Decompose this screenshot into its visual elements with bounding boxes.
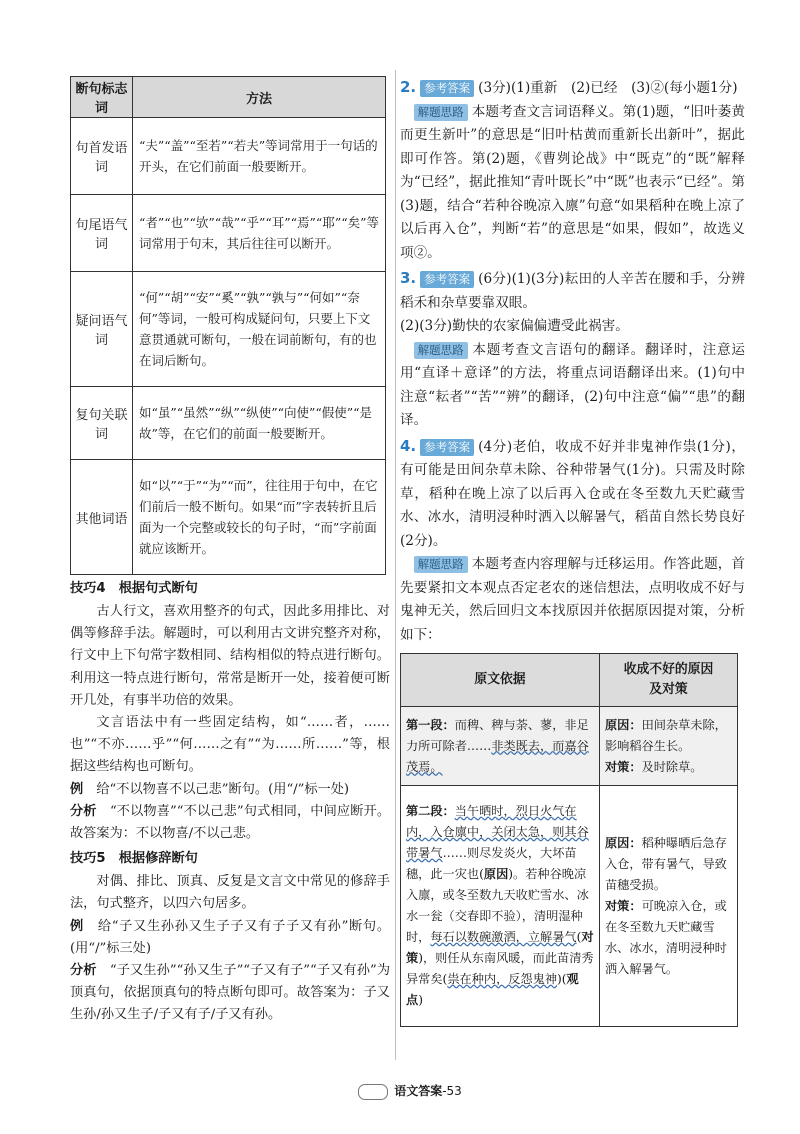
table-row (71, 118, 386, 195)
answer-text: (4分)老伯，收成不好并非鬼神作祟(1分)，有可能是田间杂草未除、谷种带暑气(1分)。只需及时除草，稻种在晚上凉了以后再入仓或在冬至数九天贮藏雪水、冰水，清明浸种时洒入以解暑气，稻苗自然长势良好(2分)。 (400, 438, 745, 549)
table-row (401, 786, 738, 1027)
paragraph-label: 第一段： (406, 717, 455, 732)
table-row (71, 272, 386, 387)
table-cell-name: 其他词语 (71, 460, 133, 575)
analysis-tag: 解题思路 (414, 342, 468, 359)
question-number: 4. (400, 436, 417, 455)
tip5-paragraph-1: 对偶、排比、顶真、反复是文言文中常见的修辞手法，句式整齐，以四六句居多。 (70, 874, 390, 912)
analysis-text: 本题考查文言语句的翻译。翻译时，注意运用“直译＋意译”的方法，将重点词语翻译出来。(1)句中注意“耘者”“苦”“辨”的翻译，(2)句中注意“偏”“患”的翻译。 (400, 341, 745, 428)
example-label: 例 (70, 781, 84, 797)
answer-tag: 参考答案 (420, 271, 474, 288)
question-3-answer-2: (2)(3分)勤快的农家偏偏遭受此祸害。 (400, 318, 629, 334)
source-text: ) (418, 993, 423, 1007)
table-header-text: 收成不好的原因及对策 (623, 662, 714, 697)
answer-text: (3分)(1)重新 (2)已经 (3)②(每小题1分) (478, 80, 738, 96)
question-4-analysis (400, 553, 745, 647)
analysis-1 (70, 801, 390, 845)
tip4-paragraph-1: 古人行文，喜欢用整齐的句式，因此多用排比、对偶等修辞手法。解题时，可以利用古文讲究整齐对称，行文中上下句常字数相同、结构相似的特点进行断句。利用这一特点进行断句，常常是断开一处，接着便可断开几处，有事半功倍的效果。 (70, 604, 390, 708)
table-row (71, 195, 386, 272)
source-text: )。若种谷晚凉入廪，或冬至数九天收贮雪水、冰水一瓮（交春即不验），清明湿种时， (406, 867, 589, 944)
table-header (600, 654, 738, 707)
table-header: 断句标志词 (71, 77, 133, 118)
analysis-label: 分析 (70, 803, 97, 819)
table-cell-desc: 如“虽”“虽然”“纵”“纵使”“向使”“假使”“是故”等，在它们的前面一般要断开。 (132, 387, 385, 460)
table-cell-desc: “何”“胡”“安”“奚”“孰”“孰与”“何如”“奈何”等词，一般可构成疑问句，只要上下文意贯通就可断句，一般在词前断句，有的也在词后断句。 (132, 272, 385, 387)
analysis-tag: 解题思路 (414, 556, 468, 573)
answer-text: (6分)(1)(3分)耘田的人辛苦在腰和手，分辨稻禾和杂草要靠双眼。 (400, 271, 745, 311)
table-cell-name: 疑问语气词 (71, 272, 133, 387)
cause-text: 田间杂草未除，影响稻谷生长。 (605, 717, 727, 753)
marker-words-table (70, 76, 386, 575)
example-2 (70, 916, 390, 960)
tip5-title: 技巧5 根据修辞断句 (70, 851, 198, 867)
table-cell-cause (600, 786, 738, 1027)
tip4-title: 技巧4 根据句式断句 (70, 581, 198, 596)
paragraph-label: 第二段： (406, 804, 455, 818)
example-text: 给“子又生孙孙又生子子又有子子又有孙”断句。(用“/”标三处) (70, 918, 391, 956)
table-cell-name: 句尾语气词 (71, 195, 133, 272)
logo-icon (358, 1084, 388, 1100)
column-divider (395, 70, 396, 1060)
table-cell-cause (600, 707, 738, 786)
analysis-text: “不以物喜”“不以己悲”句式相同，中间应断开。故答案为：不以物喜/不以己悲。 (70, 803, 391, 842)
table-cell-source (401, 786, 600, 1027)
source-bold: 观点 (406, 972, 579, 1007)
left-column (70, 76, 390, 1027)
answer-tag: 参考答案 (420, 80, 474, 97)
cause-label: 原因： (605, 717, 642, 732)
source-underlined: 非类既去，而嘉谷茂焉。 (406, 738, 589, 774)
analysis-text: 本题考查内容理解与迁移运用。作答此题，首先要紧扣文本观点否定老农的迷信想法，点明收成不好与鬼神无关，然后回归文本找原因并依据原因提对策，分析如下： (400, 556, 745, 643)
right-column (400, 76, 745, 1027)
table-cell-name: 复句关联词 (71, 387, 133, 460)
plan-label: 对策： (605, 898, 642, 913)
question-2-analysis (400, 101, 745, 266)
question-3-analysis (400, 339, 745, 433)
analysis-text: 本题考查文言词语释义。第(1)题，“旧叶萎黄而更生新叶”的意思是“旧叶枯黄而重新长出新叶”，据此即可作答。第(2)题，《曹刿论战》中“既克”的“既”解释为“已经”，据此推知“青叶既长”中“既”也表示“已经”。第(3)题，结合“若种谷晚凉入廪”句意“如果稻种在晚上凉了以后再入仓”，判断“若”的意思是“如果，假如”，故选义项②。 (400, 103, 745, 261)
source-bold: 对策 (406, 930, 594, 965)
source-underlined: 每石以数碗激洒，立解暑气 (430, 930, 577, 944)
source-text: 而稗、稗与荼、蓼，非足力所可除者…… (406, 717, 589, 753)
example-text: 给“不以物喜不以己悲”断句。(用“/”标一处) (96, 781, 350, 797)
source-underlined: 当午晒时，烈日火气在内，入仓廪中，关闭太急，则其谷带暑气 (406, 804, 589, 860)
analysis-label: 分析 (70, 963, 97, 979)
table-row (71, 387, 386, 460)
table-cell-name: 句首发语词 (71, 118, 133, 195)
analysis-text: “子又生孙”“孙又生子”“子又有子”“子又有孙”为顶真句，依据顶真句的特点断句即可。故答案为：子又生孙/孙又生子/子又有子/子又有孙。 (70, 963, 391, 1023)
analysis-table (400, 653, 738, 1027)
question-4-answer (400, 435, 745, 554)
table-header: 原文依据 (401, 654, 600, 707)
source-bold: 原因 (483, 867, 509, 881)
plan-label: 对策： (605, 759, 642, 774)
cause-label: 原因： (605, 835, 642, 850)
table-row (71, 460, 386, 575)
table-cell-source (401, 707, 600, 786)
table-cell-desc: 如“以”“于”“为”“而”，往往用于句中，在它们前后一般不断句。如果“而”字表转折且后面为一个完整或较长的句子时，“而”字前面就应该断开。 (132, 460, 385, 575)
source-text: )，则任从东南风暖，而此苗清秀异常矣( (406, 951, 594, 986)
table-cell-desc: “者”“也”“欤”“哉”“乎”“耳”“焉”“耶”“矣”等词常用于句末，其后往往可以断开。 (132, 195, 385, 272)
plan-text: 可晚凉入仓，或在冬至数九天贮藏雪水、冰水，清明浸种时洒入解暑气。 (605, 898, 727, 976)
analysis-tag: 解题思路 (414, 104, 468, 121)
question-number: 2. (400, 78, 417, 96)
source-text: ……则尽发炎火，大坏苗穗，此一灾也( (406, 846, 577, 881)
question-3-answer (400, 267, 745, 315)
table-cell-desc: “夫”“盖”“至若”“若夫”等词常用于一句话的开头，在它们前面一般要断开。 (132, 118, 385, 195)
footer-title: 语文答案 (394, 1084, 443, 1098)
question-number: 3. (400, 269, 417, 287)
plan-text: 及时除草。 (641, 759, 703, 774)
example-label: 例 (70, 918, 84, 934)
tip4-paragraph-2: 文言语法中有一些固定结构，如“……者，……也”“不亦……乎”“何……之有”“为……所……”等，根据这些结构也可断句。 (70, 715, 390, 775)
table-row (401, 707, 738, 786)
example-1 (70, 779, 390, 801)
cause-text: 稻种曝晒后急存入仓，带有暑气，导致苗穗受损。 (605, 835, 727, 892)
source-text: )( (557, 972, 567, 986)
page-footer (310, 1082, 510, 1100)
source-underlined: 祟在种内，反怨鬼神 (447, 972, 558, 986)
table-header: 方法 (132, 77, 385, 118)
source-text: ( (576, 930, 582, 944)
question-2-answer (400, 76, 745, 101)
answer-tag: 参考答案 (420, 439, 474, 456)
page-number: -53 (442, 1084, 462, 1098)
analysis-2 (70, 960, 390, 1027)
